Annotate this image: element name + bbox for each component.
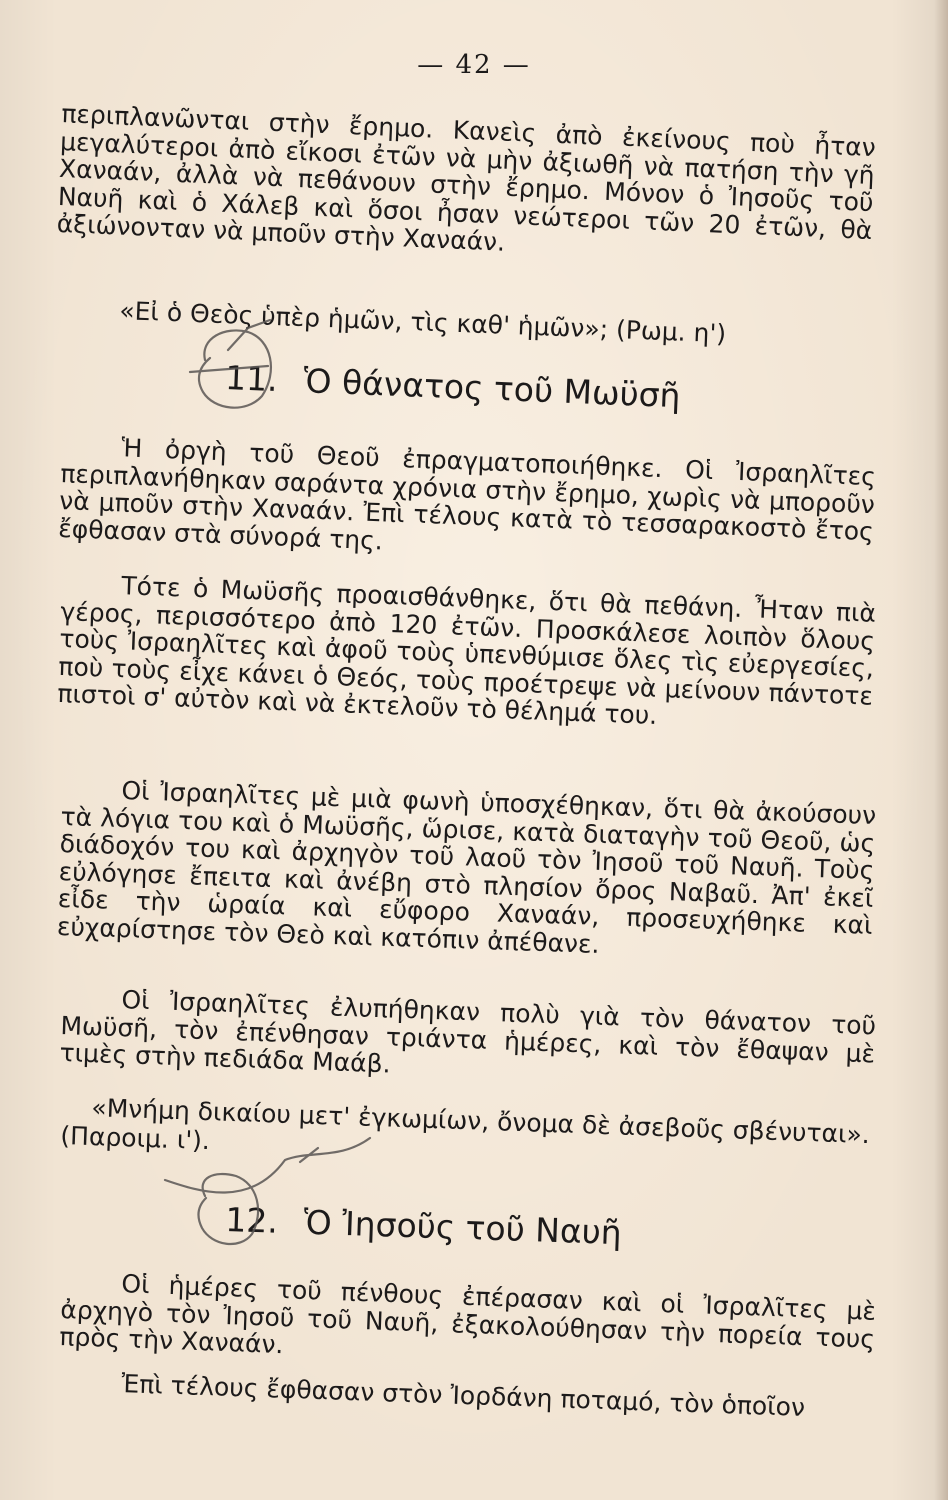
section-11-body bbox=[58, 432, 877, 573]
section-11-heading bbox=[224, 358, 681, 415]
section-12-title: Ὁ Ἰησοῦς τοῦ Ναυῆ bbox=[303, 1202, 623, 1253]
section-12-body bbox=[61, 1368, 876, 1424]
page-edge-shadow bbox=[934, 0, 948, 1500]
section-12-body bbox=[59, 1268, 876, 1380]
section-11-paragraph: Οἱ Ἰσραηλῖτες μὲ μιὰ φωνὴ ὑποσχέθηκαν, ὅτι θὰ ἀκούσουν τὰ λόγια του καὶ ὁ Μωϋσῆς, ὥρισε, κατὰ διαταγὴν τοῦ Θεοῦ, ὡς διάδοχόν του καὶ ἀρχηγὸν τοῦ λαοῦ τὸν Ἰησοῦ τοῦ Ναυῆ. Τοὺς εὐλόγησε ἔπειτα καὶ ἀνέβη στὸ πλησίον ὄρος Ναβαῦ. Ἀπ' ἐκεῖ εἶδε τὴν ὡραία καὶ εὔφορο Χαναάν, προσευχήθηκε καὶ εὐχαρίστησε τὸν Θεὸ καὶ κατόπιν ἀπέθανε. bbox=[56, 775, 877, 959]
section-11-paragraph: Τότε ὁ Μωϋσῆς προαισθάνθηκε, ὅτι θὰ πεθάνη. Ἦταν πιὰ γέρος, περισσότερο ἀπὸ 120 ἐτῶν. Προσκάλεσε λοιπὸν ὅλους τοὺς Ἰσραηλῖτες καὶ ἀφοῦ τοὺς ὑπενθύμισε ὅλες τὶς εὐεργεσίες, ποὺ τοὺς εἶχε κάνει ὁ Θεός, τοὺς προέτρεψε νὰ μείνουν πάντοτε πιστοὶ σ' αὐτὸν καὶ νὰ ἐκτελοῦν τὸ θέλημά του. bbox=[56, 571, 877, 730]
scripture-quote-romans: «Εἰ ὁ Θεὸς ὑπὲρ ἡμῶν, τὶς καθ' ἡμῶν»; (Ρωμ. η') bbox=[118, 296, 727, 349]
section-11-body bbox=[57, 570, 876, 737]
section-11-body bbox=[59, 984, 876, 1095]
section-12-number: 12. bbox=[224, 1200, 279, 1241]
page-number: — 42 — bbox=[417, 50, 531, 80]
intro-paragraph bbox=[56, 100, 876, 272]
intro-text: περιπλανῶνται στὴν ἔρημο. Κανεὶς ἀπὸ ἐκείνους ποὺ ἦταν μεγαλύτεροι ἀπὸ εἴκοσι ἐτῶν νὰ μὴν ἀξιωθῆ νὰ πατήση τὴν γῆ Χαναάν, ἀλλὰ νὰ πεθάνουν στὴν ἔρημο. Μόνον ὁ Ἰησοῦς τοῦ Ναυῆ καὶ ὁ Χάλεβ καὶ ὅσοι ἦσαν νεώτεροι τῶν 20 ἐτῶν, θὰ ἀξιώνονταν νὰ μποῦν στὴν Χαναάν. bbox=[56, 99, 877, 257]
section-12-paragraph: Οἱ ἡμέρες τοῦ πένθους ἐπέρασαν καὶ οἱ Ἰσραλῖτες μὲ ἀρχηγὸ τὸν Ἰησοῦ τοῦ Ναυῆ, ἐξακολούθησαν τὴν πορεία τους πρὸς τὴν Χαναάν. bbox=[58, 1269, 877, 1360]
section-11-body bbox=[57, 775, 877, 967]
section-12-paragraph: Ἐπὶ τέλους ἔφθασαν στὸν Ἰορδάνη ποταμό, τὸν ὁποῖον bbox=[120, 1369, 806, 1422]
section-11-paragraph: Ἡ ὀργὴ τοῦ Θεοῦ ἐπραγματοποιήθηκε. Οἱ Ἰσραηλῖτες περιπλανήθηκαν σαράντα χρόνια στὴν ἔρημο, χωρὶς νὰ μποροῦν νὰ μποῦν στὴν Χαναάν. Ἐπὶ τέλους κατὰ τὸ τεσσαρακοστὸ ἔτος ἔφθασαν στὰ σύνορά της. bbox=[57, 433, 877, 555]
section-11-paragraph: Οἱ Ἰσραηλῖτες ἐλυπήθηκαν πολὺ γιὰ τὸν θάνατον τοῦ Μωϋσῆ, τὸν ἐπένθησαν τριάντα ἡμέρες, καὶ τὸν ἔθαψαν μὲ τιμὲς στὴν πεδιάδα Μαάβ. bbox=[59, 985, 877, 1079]
scripture-quote-proverbs: «Μνήμη δικαίου μετ' ἐγκωμίων, ὄνομα δὲ ἀσεβοῦς σβένυται». (Παροιμ. ι'). bbox=[59, 1093, 871, 1156]
section-11-title: Ὁ θάνατος τοῦ Μωϋσῆ bbox=[302, 361, 682, 416]
section-11-number: 11. bbox=[224, 358, 279, 400]
section-12-heading bbox=[225, 1200, 623, 1252]
